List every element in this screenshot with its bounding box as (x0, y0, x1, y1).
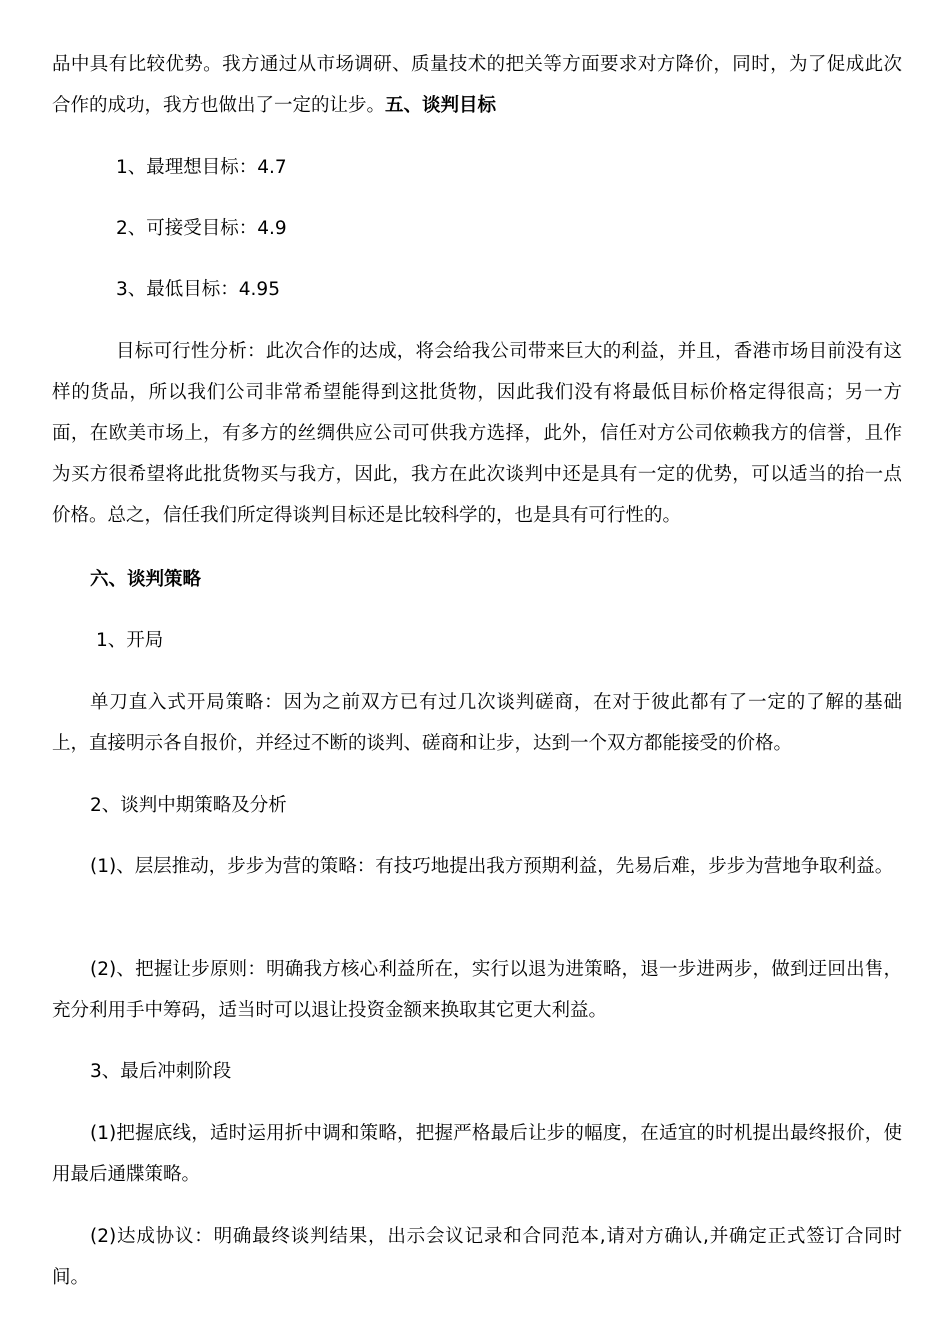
feasibility-paragraph: 目标可行性分析：此次合作的达成，将会给我公司带来巨大的利益，并且，香港市场目前没有这样的货品，所以我们公司非常希望能得到这批货物，因此我们没有将最低目标价格定得很高；另一方面，在欧美市场上，有多方的丝绸供应公司可供我方选择，此外，信任对方公司依赖我方的信誉，且作为买方很希望将此批货物买与我方，因此，我方在此次谈判中还是具有一定的优势，可以适当的抬一点价格。总之，信任我们所定得谈判目标还是比较科学的，也是具有可行性的。 (52, 341, 902, 526)
final-stage-item-2: (2)达成协议：明确最终谈判结果，出示会议记录和合同范本,请对方确认,并确定正式签订合同时间。 (52, 1226, 902, 1288)
final-stage-item-1: (1)把握底线，适时运用折中调和策略，把握严格最后让步的幅度，在适宜的时机提出最终报价，使用最后通牒策略。 (52, 1123, 902, 1185)
opening-title: 1、开局 (96, 630, 164, 651)
section6-heading: 六、谈判策略 (90, 569, 202, 590)
mid-strategy-title: 2、谈判中期策略及分析 (90, 795, 287, 816)
mid-strategy-item-2: (2)、把握让步原则：明确我方核心利益所在，实行以退为进策略，退一步进两步，做到迂回出售，充分利用手中筹码，适当时可以退让投资金额来换取其它更大利益。 (52, 959, 902, 1021)
intro-paragraph (52, 44, 902, 126)
target-item-2: 2、可接受目标：4.9 (116, 218, 287, 239)
section5-heading: 五、谈判目标 (385, 95, 497, 116)
target-item-3: 3、最低目标：4.95 (116, 279, 280, 300)
final-stage-title: 3、最后冲刺阶段 (90, 1061, 232, 1082)
opening-paragraph: 单刀直入式开局策略：因为之前双方已有过几次谈判磋商，在对于彼此都有了一定的了解的基础上，直接明示各自报价，并经过不断的谈判、磋商和让步，达到一个双方都能接受的价格。 (52, 692, 902, 754)
target-item-1: 1、最理想目标：4.7 (116, 157, 287, 178)
mid-strategy-item-1: (1)、层层推动，步步为营的策略：有技巧地提出我方预期利益，先易后难，步步为营地争取利益。 (90, 856, 894, 877)
intro-text: 品中具有比较优势。我方通过从市场调研、质量技术的把关等方面要求对方降价，同时，为了促成此次合作的成功，我方也做出了一定的让步。 (52, 54, 902, 116)
